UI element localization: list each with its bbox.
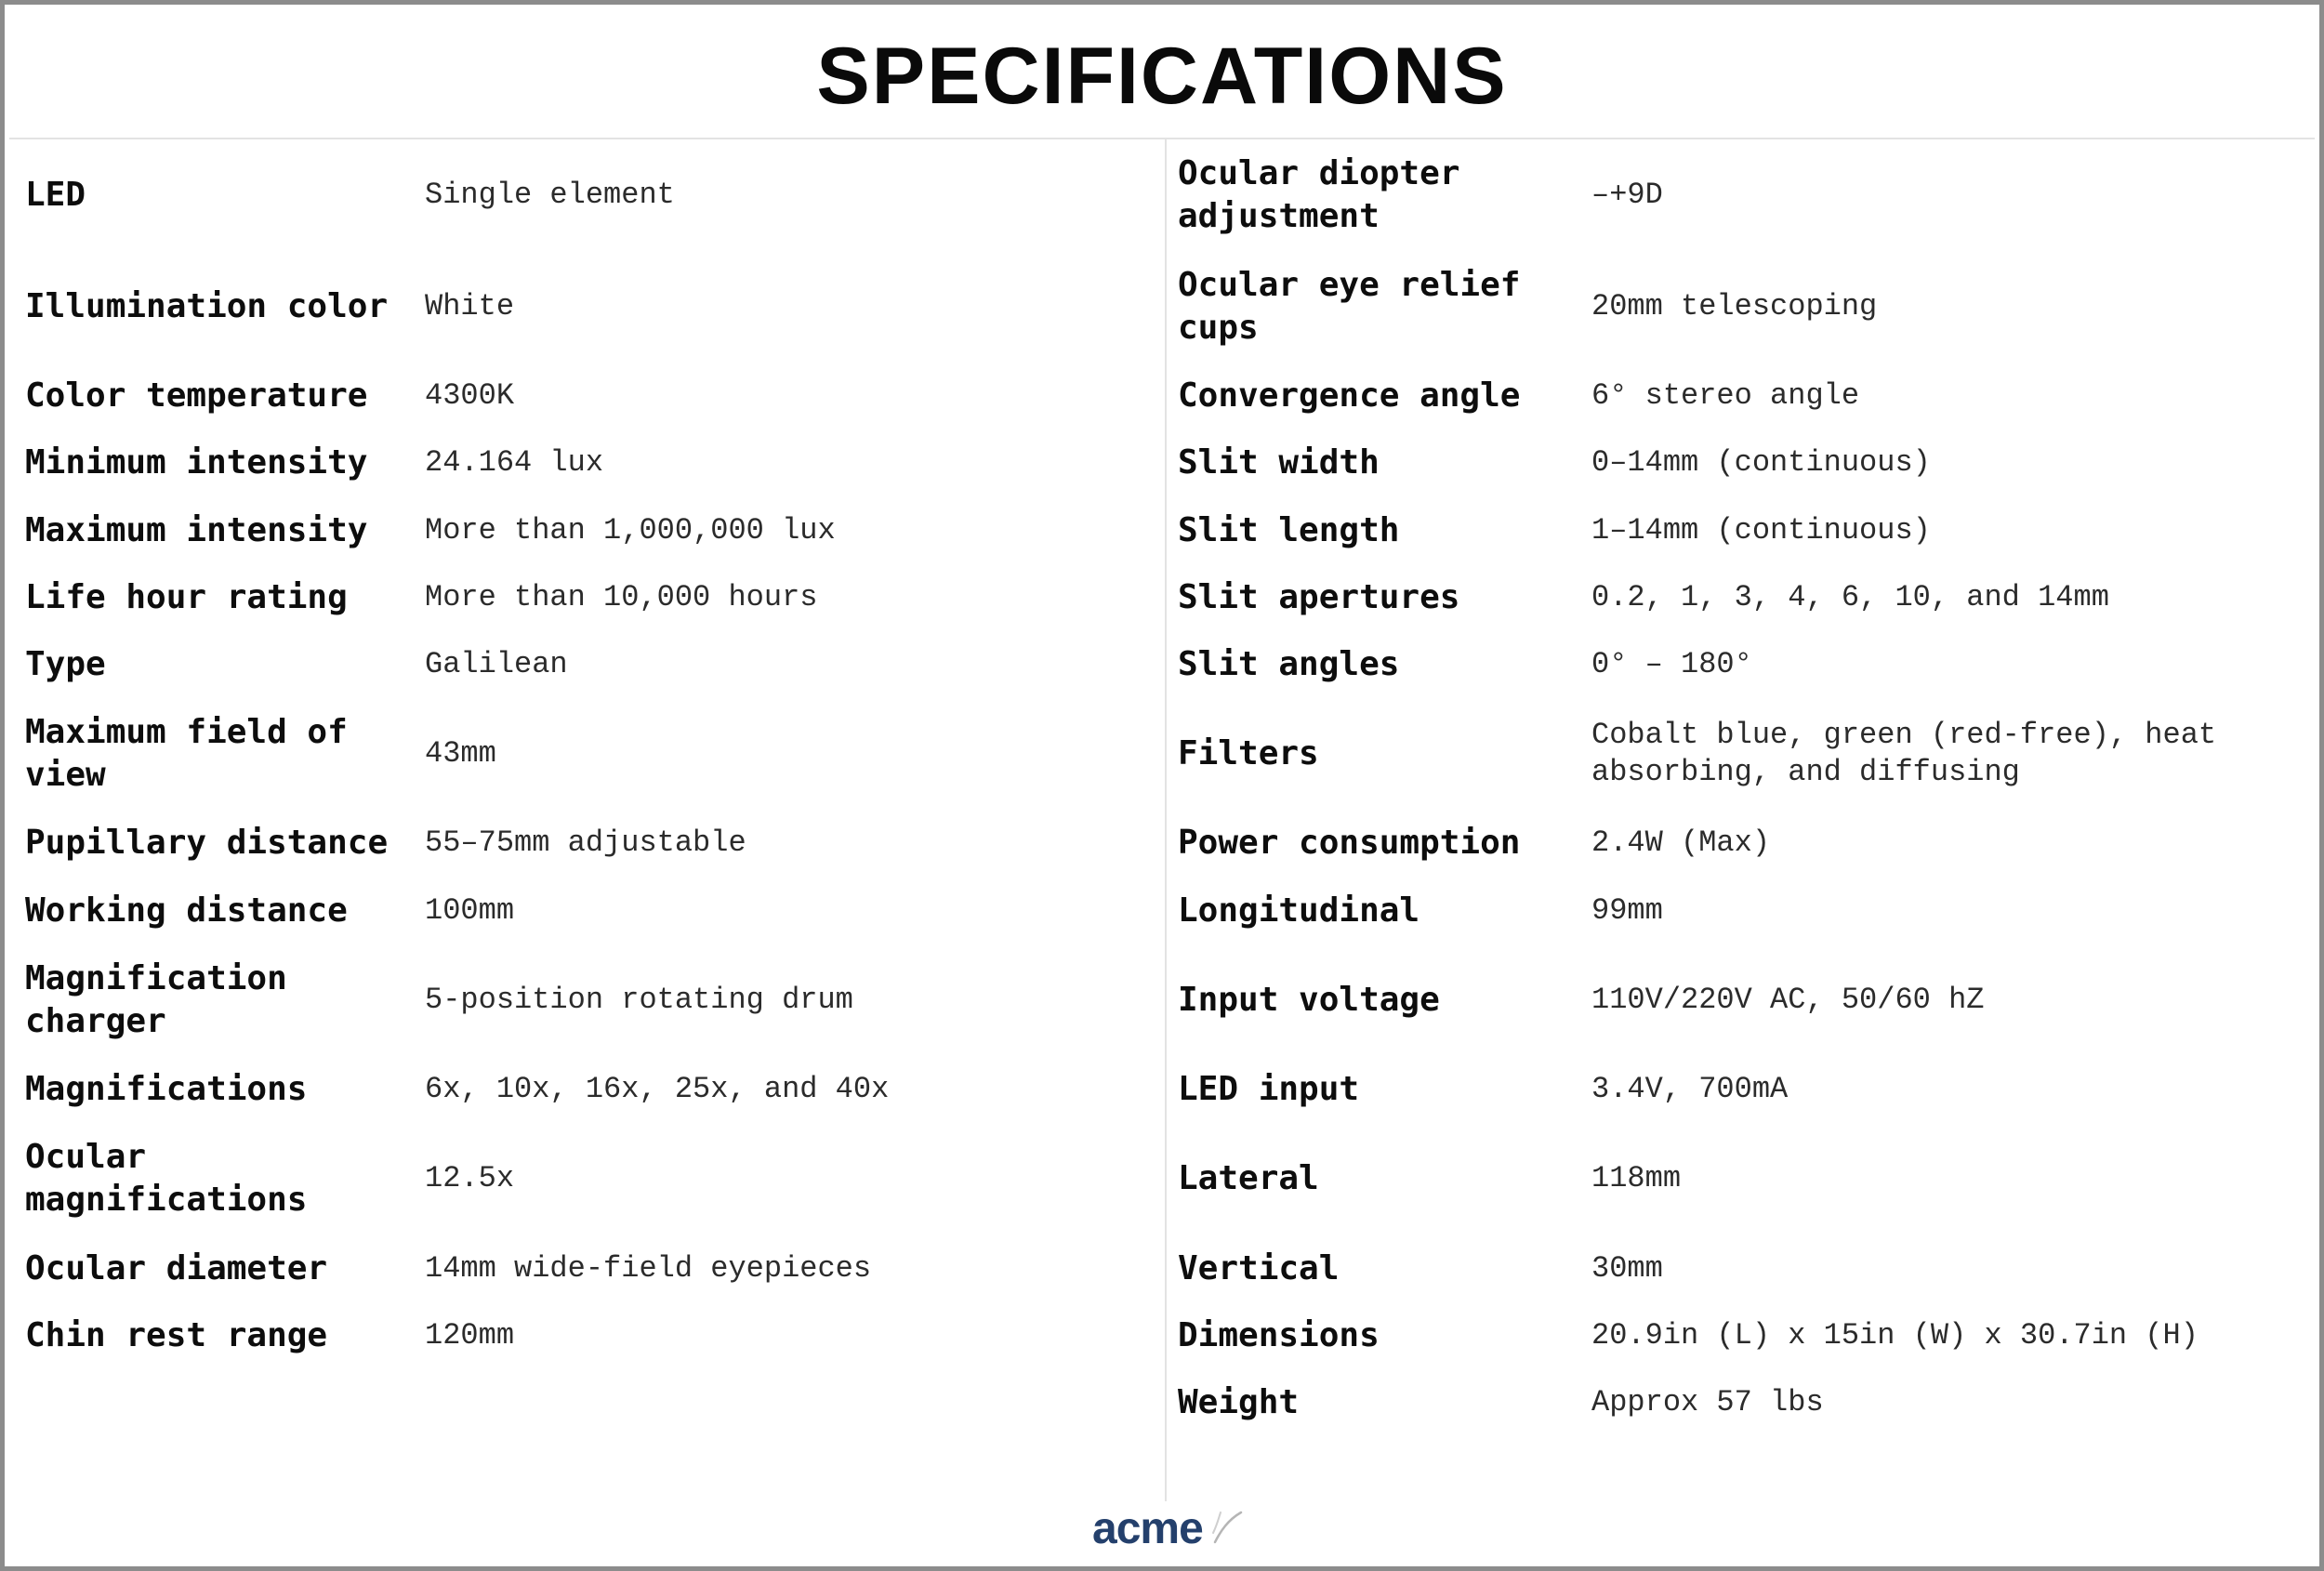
spec-value: 1–14mm (continuous) bbox=[1591, 512, 1931, 548]
spec-label: Maximum intensity bbox=[25, 510, 368, 549]
spec-label: Filters bbox=[1178, 734, 1319, 772]
spec-row bbox=[1178, 429, 2307, 496]
spec-value: 6° stereo angle bbox=[1591, 378, 1860, 413]
spec-label: LED bbox=[25, 176, 86, 214]
spec-row bbox=[25, 429, 1145, 496]
spec-label: Pupillary distance bbox=[25, 824, 389, 862]
spec-row bbox=[1178, 1056, 2307, 1123]
spec-label: Longitudinal bbox=[1178, 891, 1420, 930]
spec-row bbox=[1178, 1302, 2307, 1369]
spec-row bbox=[1178, 944, 2307, 1056]
spec-row bbox=[25, 810, 1145, 877]
page-title: SPECIFICATIONS bbox=[816, 31, 1508, 121]
spec-value: 120mm bbox=[425, 1318, 515, 1353]
spec-label: Type bbox=[25, 645, 106, 683]
spec-value: Approx 57 lbs bbox=[1591, 1385, 1824, 1419]
spec-value: 118mm bbox=[1591, 1161, 1682, 1195]
spec-row bbox=[1178, 1123, 2307, 1234]
spec-row bbox=[25, 496, 1145, 564]
spec-label: Slit length bbox=[1178, 510, 1400, 549]
spec-value: 12.5x bbox=[425, 1161, 515, 1195]
spec-label: Magnifications bbox=[25, 1070, 308, 1108]
spec-label: Convergence angle bbox=[1178, 376, 1521, 415]
spec-label: Ocular eye relief cups bbox=[1178, 266, 1521, 347]
spec-row bbox=[25, 698, 1145, 810]
spec-label: Color temperature bbox=[25, 376, 368, 415]
spec-value: 99mm bbox=[1591, 892, 1663, 928]
spec-value: 0.2, 1, 3, 4, 6, 10, and 14mm bbox=[1591, 580, 2109, 614]
spec-label: Ocular magnifications bbox=[25, 1138, 308, 1219]
logo-swoosh-icon bbox=[1211, 1509, 1245, 1546]
spec-row bbox=[25, 631, 1145, 698]
spec-row bbox=[1178, 698, 2307, 810]
spec-row bbox=[1178, 631, 2307, 698]
spec-value: 110V/220V AC, 50/60 hZ bbox=[1591, 983, 1985, 1017]
spec-value: 2.4W (Max) bbox=[1591, 825, 1771, 860]
spec-label: Slit width bbox=[1178, 443, 1380, 482]
acme-logo bbox=[1092, 1504, 1250, 1561]
spec-label: Minimum intensity bbox=[25, 443, 368, 482]
spec-value: 0–14mm (continuous) bbox=[1591, 445, 1931, 480]
spec-label: LED input bbox=[1178, 1070, 1360, 1108]
spec-value: 6x, 10x, 16x, 25x, and 40x bbox=[425, 1072, 890, 1106]
spec-row bbox=[1178, 877, 2307, 944]
spec-value: White bbox=[425, 289, 515, 323]
spec-value: More than 10,000 hours bbox=[425, 580, 818, 614]
spec-row bbox=[1178, 363, 2307, 429]
spec-label: Chin rest range bbox=[25, 1316, 328, 1354]
spec-value: 5-position rotating drum bbox=[425, 983, 853, 1017]
spec-label: Power consumption bbox=[1178, 824, 1521, 862]
spec-label: Ocular diopter adjustment bbox=[1178, 154, 1460, 235]
spec-value: Galilean bbox=[425, 647, 568, 681]
spec-row bbox=[1178, 1234, 2307, 1302]
spec-value: 0° – 180° bbox=[1591, 647, 1752, 681]
spec-label: Maximum field of view bbox=[25, 713, 348, 794]
spec-label: Magnification charger bbox=[25, 959, 287, 1040]
spec-value: Cobalt blue, green (red-free), heat absorbing, and diffusing bbox=[1591, 718, 2217, 789]
spec-row bbox=[25, 139, 1145, 251]
spec-value: 30mm bbox=[1591, 1250, 1663, 1286]
spec-row bbox=[25, 944, 1145, 1056]
spec-label: Life hour rating bbox=[25, 578, 348, 616]
column-divider bbox=[1165, 139, 1167, 1501]
title-bar bbox=[9, 9, 2315, 139]
spec-value: Single element bbox=[425, 178, 675, 212]
spec-row bbox=[25, 564, 1145, 631]
spec-label: Dimensions bbox=[1178, 1316, 1380, 1354]
spec-label: Vertical bbox=[1178, 1248, 1340, 1287]
spec-value: More than 1,000,000 lux bbox=[425, 512, 836, 548]
spec-row bbox=[25, 1234, 1145, 1302]
spec-value: 43mm bbox=[425, 736, 496, 771]
spec-row bbox=[25, 1056, 1145, 1123]
spec-label: Input voltage bbox=[1178, 981, 1440, 1019]
spec-label: Slit apertures bbox=[1178, 578, 1460, 616]
spec-value: 24.164 lux bbox=[425, 445, 604, 480]
spec-label: Working distance bbox=[25, 891, 348, 930]
spec-row bbox=[1178, 810, 2307, 877]
spec-value: 20mm telescoping bbox=[1591, 289, 1878, 323]
spec-value: –+9D bbox=[1591, 178, 1663, 212]
spec-label: Weight bbox=[1178, 1383, 1300, 1421]
spec-row bbox=[1178, 1369, 2307, 1436]
spec-label: Illumination color bbox=[25, 287, 389, 325]
spec-value: 55–75mm adjustable bbox=[425, 825, 746, 860]
spec-row bbox=[1178, 139, 2307, 251]
spec-row bbox=[25, 1302, 1145, 1369]
spec-row bbox=[1178, 496, 2307, 564]
spec-row bbox=[25, 877, 1145, 944]
spec-row bbox=[25, 251, 1145, 363]
logo-wordmark: acme bbox=[1092, 1504, 1203, 1553]
spec-row bbox=[1178, 564, 2307, 631]
spec-label: Slit angles bbox=[1178, 645, 1400, 683]
spec-value: 3.4V, 700mA bbox=[1591, 1072, 1789, 1106]
spec-label: Ocular diameter bbox=[25, 1248, 328, 1287]
spec-value: 14mm wide-field eyepieces bbox=[425, 1250, 872, 1286]
spec-value: 100mm bbox=[425, 892, 515, 928]
spec-value: 4300K bbox=[425, 378, 515, 413]
spec-label: Lateral bbox=[1178, 1159, 1319, 1197]
spec-row bbox=[25, 1123, 1145, 1234]
spec-row bbox=[1178, 251, 2307, 363]
spec-row bbox=[25, 363, 1145, 429]
spec-value: 20.9in (L) x 15in (W) x 30.7in (H) bbox=[1591, 1318, 2199, 1353]
